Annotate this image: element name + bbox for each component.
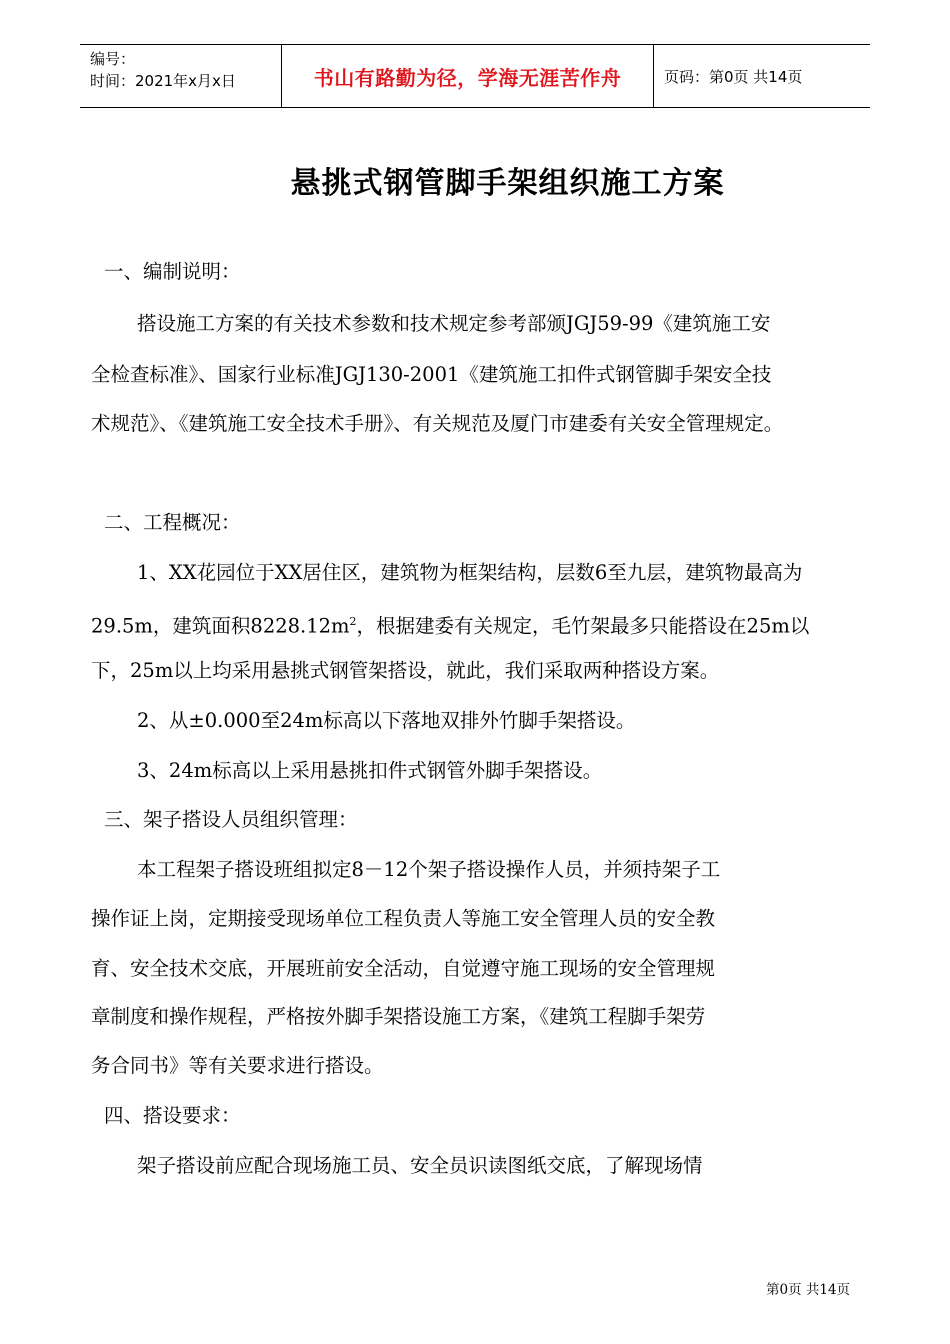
area-text-rest: ，根据建委有关规定，毛竹架最多只能搭设在25m以: [356, 614, 810, 638]
document-title: 悬挑式钢管脚手架组织施工方案: [290, 166, 725, 201]
header-page-info: 页码：第0页 共14页: [664, 67, 803, 86]
section-3-line-3: 育、安全技术交底，开展班前安全活动，自觉遵守施工现场的安全管理规: [91, 957, 716, 980]
section-2-line-4: 2、从±0.000至24m标高以下落地双排外竹脚手架搭设。: [137, 709, 636, 732]
page-footer: 第0页 共14页: [766, 1282, 851, 1298]
section-4-heading: 四、搭设要求：: [104, 1104, 241, 1127]
section-3-line-5: 务合同书》等有关要求进行搭设。: [91, 1054, 384, 1077]
header-motto: 书山有路勤为径，学海无涯苦作舟: [281, 45, 654, 107]
section-3-line-4: 章制度和操作规程，严格按外脚手架搭设施工方案，《建筑工程脚手架劳: [91, 1005, 706, 1028]
section-1-heading: 一、编制说明：: [104, 260, 241, 283]
section-1-line-3: 术规范》、《建筑施工安全技术手册》、有关规范及厦门市建委有关安全管理规定。: [91, 412, 784, 435]
number-label: 编号：: [90, 50, 136, 68]
section-4-line-1: 架子搭设前应配合现场施工员、安全员识读图纸交底，了解现场情: [137, 1154, 703, 1177]
section-2-line-3: 下，25m以上均采用悬挑式钢管架搭设，就此，我们采取两种搭设方案。: [91, 659, 720, 682]
section-3-line-2: 操作证上岗，定期接受现场单位工程负责人等施工安全管理人员的安全教: [91, 907, 716, 930]
page-header: [80, 44, 870, 108]
area-superscript: 2: [349, 615, 357, 628]
section-2-line-2: [91, 608, 809, 641]
header-meta: [80, 45, 281, 107]
area-text: 29.5m，建筑面积8228.12m: [91, 614, 350, 638]
section-2-line-5: 3、24m标高以上采用悬挑扣件式钢管外脚手架搭设。: [137, 759, 603, 782]
section-2-line-1: 1、XX花园位于XX居住区，建筑物为框架结构，层数6至九层，建筑物最高为: [137, 561, 803, 584]
section-1-line-1: 搭设施工方案的有关技术参数和技术规定参考部颁JGJ59-99《建筑施工安: [137, 312, 771, 335]
section-1-line-2: 全检查标准》、国家行业标准JGJ130-2001《建筑施工扣件式钢管脚手架安全技: [91, 363, 772, 386]
section-2-heading: 二、工程概况：: [104, 511, 241, 534]
section-3-line-1: 本工程架子搭设班组拟定8－12个架子搭设操作人员，并须持架子工: [137, 858, 721, 881]
section-3-heading: 三、架子搭设人员组织管理：: [104, 808, 358, 831]
time-label: 时间：2021年x月x日: [90, 72, 236, 90]
